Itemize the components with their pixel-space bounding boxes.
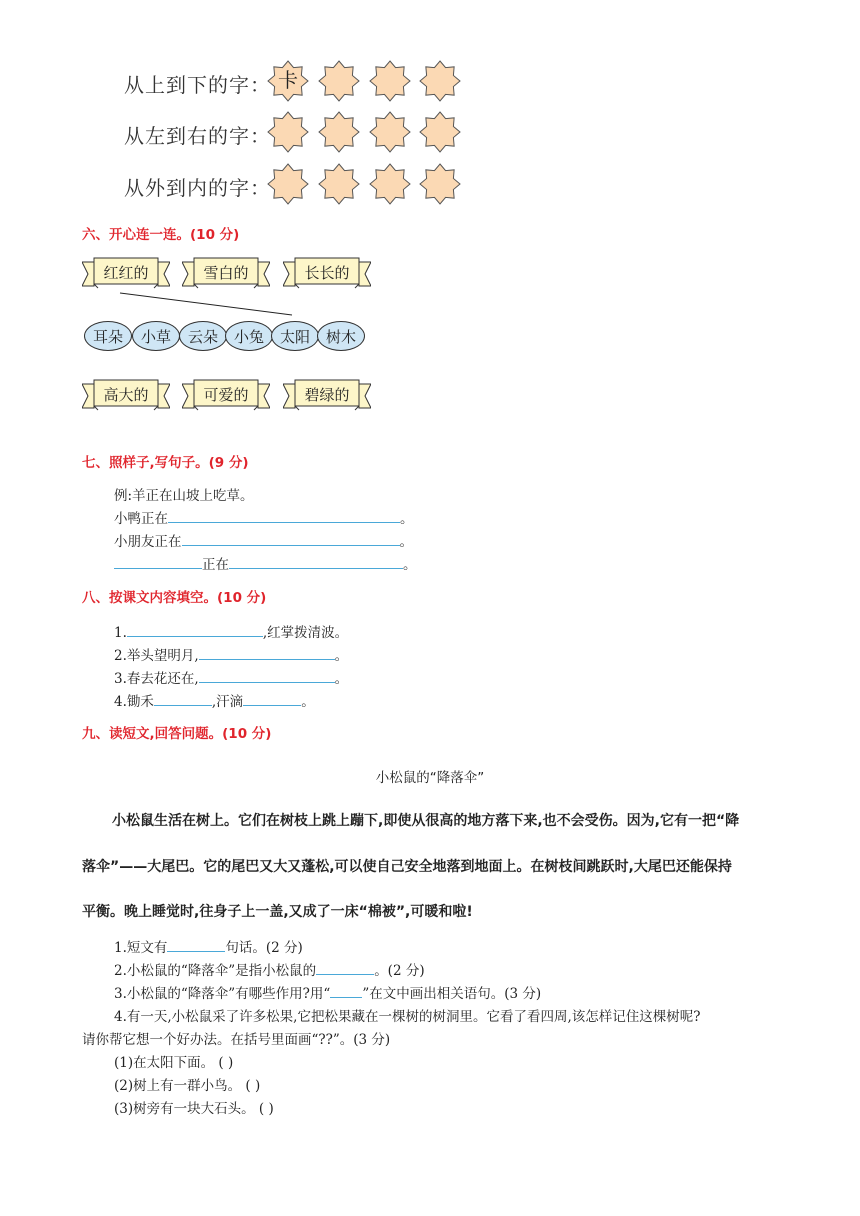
star-char [318,163,360,205]
banner-text: 红红的 [103,264,149,282]
row-label-top-to-bottom: 从上到下的字： [124,73,271,97]
star-char [369,111,411,153]
blank-line1[interactable] [168,508,400,523]
line3-mid: 正在 [202,557,229,573]
star-char [369,163,411,205]
word-banner[interactable] [283,378,371,412]
line2-end: 。 [399,534,413,550]
star-char [318,111,360,153]
fill3-end: 。 [334,671,349,687]
question-4-line2: 请你帮它想一个好办法。在括号里面画“??”。(3 分) [82,1032,391,1048]
question-4-line1: 4.有一天,小松鼠采了许多松果,它把松果藏在一棵树的树洞里。它看了看四周,该怎样记住这棵树呢? [114,1009,701,1025]
fill-line-3 [114,667,348,687]
option-2[interactable]: (2)树上有一群小鸟。 ( ) [114,1078,261,1094]
blank-line2[interactable] [182,531,400,546]
star-box[interactable] [267,111,309,153]
star-char [267,163,309,205]
fill-line-1 [114,621,348,641]
blank-fill4a[interactable] [154,691,212,706]
banner-text: 碧绿的 [304,386,350,404]
sentence-line-3 [114,553,417,573]
star-box[interactable] [267,163,309,205]
option-1[interactable]: (1)在太阳下面。 ( ) [114,1055,234,1071]
banner-text: 雪白的 [203,264,249,282]
star-char [318,60,360,102]
blank-fill4b[interactable] [243,691,301,706]
q3-suffix: ”在文中画出相关语句。(3 分) [362,986,542,1002]
blank-fill2[interactable] [199,645,335,660]
fill3-prefix: 3.春去花还在, [114,671,199,687]
noun-oval[interactable]: 太阳 [271,321,319,351]
star-char [419,60,461,102]
word-banner[interactable] [82,256,170,290]
noun-oval[interactable]: 小兔 [225,321,273,351]
line1-prefix: 小鸭正在 [114,511,168,527]
section8-title: 八、按课文内容填空。(10 分) [82,590,267,606]
q3-prefix: 3.小松鼠的“降落伞”有哪些作用?用“ [114,986,331,1002]
question-1 [114,936,303,956]
q2-suffix: 。(2 分) [374,963,425,979]
word-banner[interactable] [182,256,270,290]
fill-line-4 [114,690,315,710]
blank-fill3[interactable] [199,668,335,683]
q2-prefix: 2.小松鼠的“降落伞”是指小松鼠的 [114,963,317,979]
fill1-num: 1. [114,625,127,641]
passage-line-2: 落伞”——大尾巴。它的尾巴又大又蓬松,可以使自己安全地落到地面上。在树枝间跳跃时,大尾巴还能保持 [82,859,732,875]
star-char: 卡 [278,68,298,92]
star-char [419,163,461,205]
star-char [369,60,411,102]
word-banner[interactable] [283,256,371,290]
passage-line-3: 平衡。晚上睡觉时,往身子上一盖,又成了一床“棉被”,可暖和啦! [82,904,473,920]
word-banner[interactable] [82,378,170,412]
star-box[interactable] [267,60,309,102]
section7-title: 七、照样子,写句子。(9 分) [82,455,249,471]
blank-q2[interactable] [316,960,374,975]
fill1-suffix: ,红掌拨清波。 [262,625,349,641]
star-char [267,111,309,153]
noun-oval[interactable]: 耳朵 [84,321,132,351]
blank-line3-subject[interactable] [114,554,202,569]
line1-end: 。 [400,511,414,527]
star-box[interactable] [369,60,411,102]
fill2-prefix: 2.举头望明月, [114,648,199,664]
noun-oval[interactable]: 树木 [317,321,365,351]
star-box[interactable] [318,163,360,205]
fill4-a: 4.锄禾 [114,694,154,710]
word-banner[interactable] [182,378,270,412]
blank-fill1[interactable] [127,622,263,637]
noun-oval[interactable]: 小草 [132,321,180,351]
star-box[interactable] [419,163,461,205]
blank-q3-wave[interactable] [330,983,362,998]
fill4-b: ,汗滴 [211,694,244,710]
star-box[interactable] [419,60,461,102]
star-box[interactable] [318,60,360,102]
row-label-outside-to-inside: 从外到内的字： [124,176,271,200]
line3-end: 。 [403,557,417,573]
star-box[interactable] [369,111,411,153]
fill-line-2 [114,644,348,664]
banner-text: 可爱的 [203,386,249,404]
section6-title: 六、开心连一连。(10 分) [82,227,240,243]
example-sentence: 例:羊正在山坡上吃草。 [114,488,254,504]
star-char [419,111,461,153]
line2-prefix: 小朋友正在 [114,534,182,550]
banner-text: 长长的 [304,264,350,282]
banner-text: 高大的 [103,386,149,404]
q1-prefix: 1.短文有 [114,940,168,956]
blank-q1[interactable] [167,937,225,952]
star-box[interactable] [419,111,461,153]
passage-title: 小松鼠的“降落伞” [375,770,485,786]
star-box[interactable] [369,163,411,205]
question-3 [114,982,541,1002]
noun-oval[interactable]: 云朵 [179,321,227,351]
sentence-line-2 [114,530,413,550]
sentence-line-1 [114,507,414,527]
question-2 [114,959,425,979]
q1-suffix: 句话。(2 分) [225,940,303,956]
row-label-left-to-right: 从左到右的字： [124,124,271,148]
option-3[interactable]: (3)树旁有一块大石头。 ( ) [114,1101,274,1117]
fill4-end: 。 [301,694,315,710]
blank-line3-action[interactable] [229,554,403,569]
section9-title: 九、读短文,回答问题。(10 分) [82,726,272,742]
passage-line-1: 小松鼠生活在树上。它们在树枝上跳上蹦下,即使从很高的地方落下来,也不会受伤。因为,它有一把“降 [112,813,740,829]
star-box[interactable] [318,111,360,153]
fill2-end: 。 [334,648,349,664]
